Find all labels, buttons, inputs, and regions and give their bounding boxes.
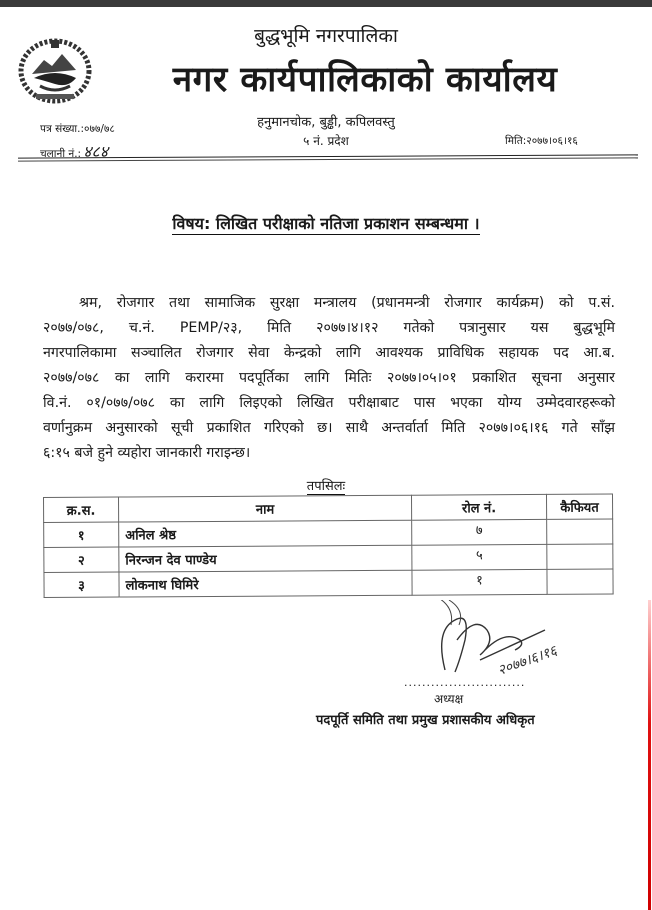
cell-roll: ७	[412, 519, 547, 545]
body-line: श्रम, रोजगार तथा सामाजिक सुरक्षा मन्त्रालय (प्रधानमन्त्री रोजगार कार्यक्रम) को प.सं.	[79, 295, 615, 311]
subject-line	[0, 212, 652, 234]
letter-reference	[40, 122, 115, 136]
header-name: नाम	[119, 495, 412, 522]
body-line: २०७७/०७८ का लागि करारमा पदपूर्तिका लागि मितिः २०७७।०५।०१ प्रकाशित सूचना अनुसार	[43, 370, 615, 386]
body-line: नगरपालिकामा सञ्चालित रोजगार सेवा केन्द्रको लागि आवश्यक प्राविधिक सहायक पद आ.ब.	[43, 345, 615, 361]
header-serial: क्र.स.	[44, 497, 119, 522]
cell-name: अनिल श्रेष्ठ	[119, 520, 412, 547]
edge-mark	[648, 600, 651, 910]
dispatch-value: ४८४	[83, 142, 109, 161]
cell-roll: १	[412, 569, 547, 595]
ref-value: ०७७/७८	[84, 123, 115, 135]
cell-serial: १	[44, 522, 119, 547]
cell-name: निरन्जन देव पाण्डेय	[119, 545, 412, 572]
date-value: २०७७।०६।१६	[526, 135, 578, 147]
table-header-row	[44, 494, 613, 522]
body-line: वर्णानुक्रम अनुसारको सूची प्रकाशित गरिएको छ। साथै अन्तर्वार्ता मिति २०७७।०६।१६ गते साँझ	[43, 420, 615, 436]
cell-serial: ३	[44, 572, 119, 597]
signature-date: २०७७।६।१६	[495, 642, 560, 680]
org-subtitle: बुद्धभूमि नगरपालिका	[254, 25, 398, 47]
subject-text: विषय: लिखित परीक्षाको नतिजा प्रकाशन सम्बन्धमा ।	[172, 214, 480, 233]
table-caption	[0, 476, 652, 494]
cell-remarks	[547, 519, 613, 544]
header-remarks: कैफियत	[546, 494, 612, 519]
letter-date	[505, 134, 578, 148]
signature-line: ...........................	[404, 676, 526, 689]
body-line: ६:१५ बजे हुने व्यहोरा जानकारी गराइन्छ।	[43, 445, 251, 461]
cell-name: लोकनाथ घिमिरे	[119, 570, 412, 597]
body-line: वि.नं. ०१/०७७/०७८ का लागि लिइएको लिखित परीक्षाबाट पास भएका योग्य उम्मेदवारहरूको	[43, 395, 615, 411]
org-title: नगर कार्यपालिकाको कार्यालय	[172, 60, 558, 100]
cell-roll: ५	[412, 544, 547, 570]
letter-body	[43, 291, 615, 466]
dispatch-label: चलानी नं.:	[40, 148, 82, 160]
date-label: मिति:	[505, 135, 527, 147]
results-table	[43, 494, 614, 598]
cell-serial: २	[44, 547, 119, 572]
province: ५ नं. प्रदेश	[303, 134, 349, 148]
cell-remarks	[547, 569, 613, 594]
address: हनुमानचोक, बुड्ढी, कपिलवस्तु	[257, 115, 395, 130]
signatory-designation: पदपूर्ति समिति तथा प्रमुख प्रशासकीय अधिकृत	[316, 713, 535, 728]
table-row	[44, 519, 613, 547]
handwritten-signature	[425, 600, 625, 680]
dispatch-number	[40, 140, 108, 162]
table-row	[44, 544, 613, 572]
body-line: २०७७/०७८, च.नं. PEMP/२३, मिति २०७७।४।१२ गतेको पत्रानुसार यस बुद्धभूमि	[43, 320, 615, 336]
cell-remarks	[547, 544, 613, 569]
table-caption-text: तपसिलः	[306, 479, 346, 494]
header-roll: रोल नं.	[411, 494, 546, 520]
top-bar	[0, 0, 652, 7]
table-row	[44, 569, 613, 597]
signatory-title: अध्यक्ष	[434, 692, 464, 706]
ref-label: पत्र संख्या.:	[40, 123, 85, 135]
